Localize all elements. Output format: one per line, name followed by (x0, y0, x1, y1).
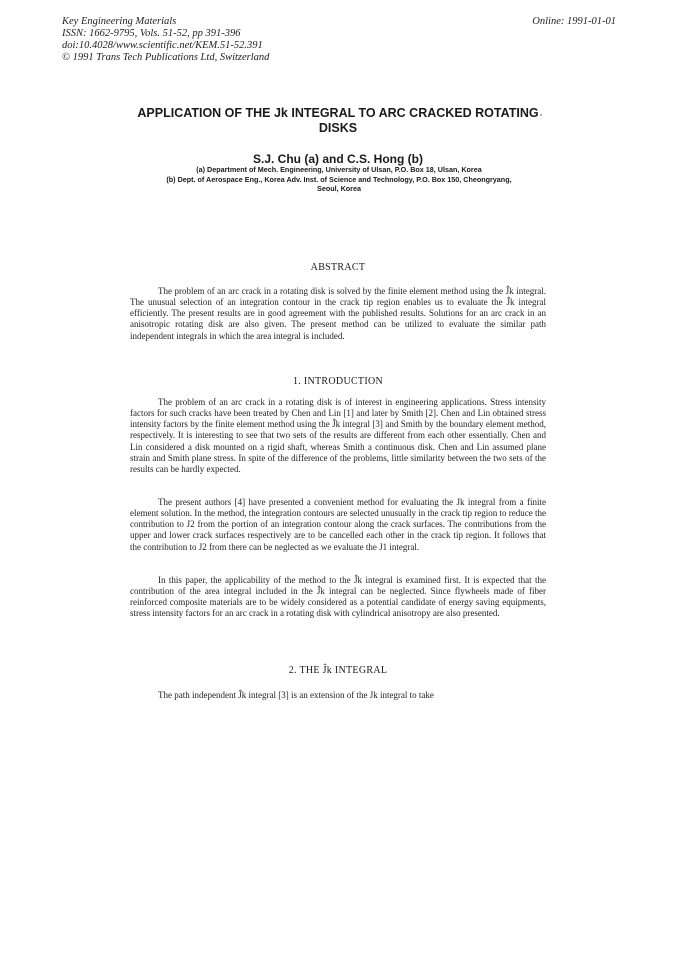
abstract-heading: ABSTRACT (310, 262, 366, 273)
intro-paragraph-1: The problem of an arc crack in a rotating disk is of interest in engineering applications. Stress intensity factors for such cracks have been treated by Chen and Lin [1] and later by Smith [2]. Chen and Lin obtained stress intensity factors by the finite element method using the Ĵk integral [3] and Smith by the boundary element method, respectively. It is interesting to see that two sets of the results are different from each other essentially. Chen and Lin considered a disk mounted on a rigid shaft, whereas Smith a continuous disk. Chen and Lin assumed plane strain and Smith plane stress. In spite of the difference of the problems, little similarity between the two sets of the results can be hardly expected. (130, 397, 546, 474)
scan-speck (540, 114, 542, 116)
title-line-2: DISKS (318, 121, 358, 135)
intro-paragraph-2: The present authors [4] have presented a convenient method for evaluating the Jk integral from a finite element solution. In the method, the integration contours are selected unusually in the crack tip region to reduce the contribution to J2 from the portion of an integration contour along the crack surfaces. The contributions from the upper and lower crack surfaces respectively are to be cancelled each other in the crack tip region. It follows that the contribution to J2 from there can be neglected as we evaluate the J1 integral. (130, 497, 546, 552)
introduction-heading: 1. INTRODUCTION (292, 376, 384, 387)
paper-title (118, 106, 558, 136)
journal-name: Key Engineering Materials (62, 16, 177, 27)
intro-paragraph-3: In this paper, the applicability of the method to the Ĵk integral is examined first. It is expected that the contribution of the area integral included in the Ĵk integral can be neglected. Since flywheels made of fiber reinforced composite materials are to be widely considered as a potential candidate of energy saving equipments, stress intensity factors for an arc crack in a rotating disk with cylindrical anisotropy are also presented. (130, 575, 546, 619)
affiliations (100, 165, 578, 194)
section-2-heading: 2. THE Ĵk INTEGRAL (288, 665, 388, 676)
publication-info (62, 16, 269, 64)
section-2-text: The path independent Ĵk integral [3] is an extension of the Jk integral to take (158, 690, 434, 700)
affiliation-a: (a) Department of Mech. Engineering, University of Ulsan, P.O. Box 18, Ulsan, Korea (196, 165, 482, 174)
affiliation-b: (b) Dept. of Aerospace Eng., Korea Adv. Inst. of Science and Technology, P.O. Box 150, Cheongryang, (166, 174, 512, 184)
title-line-1: APPLICATION OF THE Jk INTEGRAL TO ARC CRACKED ROTATING (137, 106, 539, 120)
affiliation-b-city: Seoul, Korea (317, 184, 361, 193)
online-date: Online: 1991-01-01 (532, 16, 616, 27)
copyright-line: © 1991 Trans Tech Publications Ltd, Switzerland (62, 52, 270, 63)
abstract-text: The problem of an arc crack in a rotating disk is solved by the finite element method using the Ĵk integral. The unusual selection of an integration contour in the crack tip region enables us to evaluate the Ĵk integral efficiently. The present results are in good agreement with the published results. Solutions for an arc crack in an anisotropic rotating disk are also given. The present method can be utilized to evaluate the similar path independent integrals in which the area integral is included. (130, 286, 546, 341)
issn-line: ISSN: 1662-9795, Vols. 51-52, pp 391-396 (62, 28, 241, 39)
authors: S.J. Chu (a) and C.S. Hong (b) (253, 152, 423, 166)
doi-link[interactable]: doi:10.4028/www.scientific.net/KEM.51-52.391 (62, 40, 263, 51)
